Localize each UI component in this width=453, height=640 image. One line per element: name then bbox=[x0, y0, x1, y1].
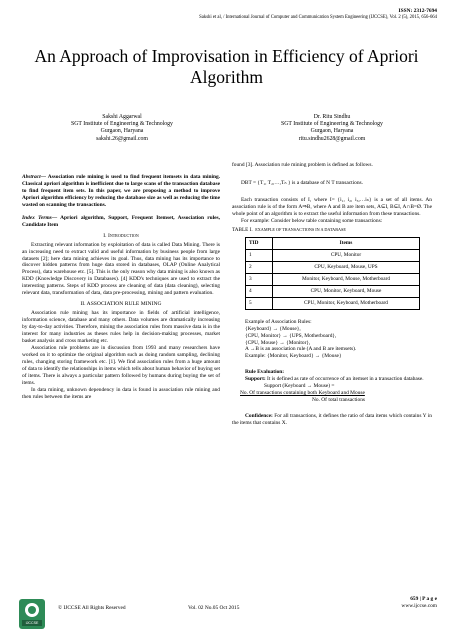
table-header-tid: TID bbox=[246, 237, 273, 249]
confidence-definition: Confidence: For all transactions, it defines the ratio of data items which contains Y in the items that contains X. bbox=[232, 413, 432, 427]
support-formula: Support (Keyboard → Mouse) = bbox=[264, 383, 335, 390]
paragraph: Each transaction consists of I, where I= {i₁, i₂, i₃,…iₙ} is a set of all items. An association rule is of the form A⇒B, where A and B are item sets, A⊆I, B⊆I, A∩B=Ø. The whole point of an algorithm is to extract the useful information from these transactions. bbox=[232, 196, 432, 217]
index-terms-label: Index Terms— bbox=[22, 214, 58, 221]
paragraph: Extracting relevant information by exploitation of data is called Data Mining. There is an increasing need to extract valid and useful information by business people from large datasets [2]; here data mining achieves its goal. Thus, data mining has its importance to discover hidden patterns from huge data stored in databases, OLAP (Online Analytical Process), data warehouse etc. [5]. This is the only reason why data mining is also known as KDD (Knowledge Discovery in Databases). [4] KDD's techniques are used to extract the interesting patterns. Steps of KDD process are cleaning of data (data cleaning), selecting relevant data, transformation of data, data pre-processing, mining and pattern evaluation. bbox=[22, 241, 220, 297]
section-heading-introduction: I. Introduction bbox=[103, 232, 139, 239]
support-denominator: No. Of total transactions bbox=[312, 397, 365, 404]
index-terms bbox=[22, 215, 220, 229]
abstract-label: Abstract— bbox=[22, 174, 46, 180]
rules-example bbox=[245, 319, 432, 361]
author-affiliation: SGT Institute of Engineering & Technology bbox=[71, 121, 173, 128]
paragraph: In data mining, unknown dependency in data is found in association rule mining and then rules between the items are bbox=[22, 386, 220, 400]
author-name: Sakshi Aggarwal bbox=[102, 114, 142, 120]
journal-header: Sakshi et al, / International Journal of Computer and Communication System Engineering (IJCCSE), Vol. 2 (5), 2015, 656-664 bbox=[199, 15, 437, 20]
transactions-table bbox=[245, 237, 420, 310]
left-column bbox=[22, 174, 220, 401]
author-city: Gurgaon, Haryana bbox=[100, 128, 144, 135]
author-affiliation: SGT Institute of Engineering & Technology bbox=[281, 121, 383, 128]
dbt-definition: DBT = {T₁, T₂,…,Tₙ } is a database of N T transactions. bbox=[241, 179, 363, 186]
logo-text: IJCCSE bbox=[25, 621, 39, 625]
right-column bbox=[232, 162, 432, 427]
table-row: 1 CPU, Monitor bbox=[246, 249, 420, 261]
abstract-text: Association rule mining is used to find frequent itemsets in data mining. Classical apriori algorithm is inefficient due to large scans of the transaction database to find frequent item sets. In this paper, we are proposing a method to improve Apriori algorithm efficiency by reducing the database size as well as reducing the time wasted on scanning the transactions. bbox=[22, 174, 220, 208]
site-link[interactable]: www.ijccse.com bbox=[401, 603, 437, 609]
table-header-items: Items bbox=[273, 237, 420, 249]
footer-copyright: © IJCCSE All Rights Reserved bbox=[58, 605, 126, 611]
rule-line: A →B is an association rule (A and B are itemsets). bbox=[245, 346, 357, 353]
paragraph: For example: Consider below table containing some transactions: bbox=[241, 217, 383, 224]
rules-title: Example of Association Rules: bbox=[245, 318, 312, 325]
author-2 bbox=[232, 114, 432, 143]
rule-line: {Keyboard} → {Mouse}, bbox=[245, 325, 301, 332]
author-email[interactable]: sakshi.26@gmail.com bbox=[96, 135, 148, 142]
page-number: 659 | P a g e bbox=[410, 596, 437, 602]
author-name: Dr. Ritu Sindhu bbox=[313, 114, 351, 120]
logo-icon bbox=[18, 598, 46, 632]
author-email[interactable]: ritu.sindhu2628@gmail.com bbox=[298, 135, 366, 142]
table-row: 2 CPU, Keyboard, Mouse, UPS bbox=[246, 261, 420, 273]
author-city: Gurgaon, Haryana bbox=[310, 128, 354, 135]
support-numerator: No. Of transactions containing both Keyboard and Mouse bbox=[240, 390, 365, 397]
paper-title: An Approach of Improvisation in Efficiency of Apriori Algorithm bbox=[34, 46, 419, 87]
rule-line: Example: {Monitor, Keyboard} → {Mouse} bbox=[245, 353, 342, 360]
paragraph: Association rule problems are in discussion from 1993 and many researchers have worked on it to optimize the original algorithm such as doing random sampling, declining rules, changing storing framework etc. [1]. We find association rules from a huge amount of data to identify the relationships in items which tells about human behavior of buying set of items. There is always a particular pattern followed by humans during buying the set of items. bbox=[22, 344, 220, 386]
issn: ISSN: 2312-7694 bbox=[398, 8, 437, 14]
rule-line: {CPU, Monitor} → {UPS, Motherboard}, bbox=[245, 332, 337, 339]
author-1 bbox=[22, 114, 222, 143]
index-terms-text: Apriori algorithm, Support, Frequent Itemset, Association rules, Candidate Item bbox=[22, 214, 221, 228]
rule-line: {CPU, Mouse} → {Monitor}, bbox=[245, 339, 311, 346]
paragraph: Association rule mining has its importance in fields of artificial intelligence, information science, database and many others. Data volumes are dramatically increasing by day-to-day activities. Therefore, mining the association rules from massive data is in the interest for many industries as theses rules help in decision-making processes, market basket analysis and cross marketing etc. bbox=[22, 310, 220, 345]
footer-volume: Vol. 02 No.05 Oct 2015 bbox=[188, 605, 240, 611]
section-heading-association: II. ASSOCIATION RULE MINING bbox=[80, 301, 162, 308]
table-header-row bbox=[246, 237, 420, 249]
paragraph: found [3]. Association rule mining problem is defined as follows. bbox=[232, 162, 373, 168]
table-row: 5 CPU, Monitor, Keyboard, Motherboard bbox=[246, 297, 420, 309]
table-row: 3 Monitor, Keyboard, Mouse, Motherboard bbox=[246, 273, 420, 285]
table-caption: TABLE I. EXAMPLE OF TRANSACTIONS IN A DATABASE bbox=[232, 226, 346, 233]
table-row: 4 CPU, Monitor, Keyboard, Mouse bbox=[246, 285, 420, 297]
journal-logo bbox=[18, 598, 46, 632]
support-definition: Support: It is defined as rate of occurrence of an itemset in a transaction database. bbox=[245, 376, 424, 383]
abstract bbox=[22, 174, 220, 209]
footer-page bbox=[401, 596, 437, 610]
rule-evaluation-title: Rule Evaluation: bbox=[245, 369, 285, 376]
